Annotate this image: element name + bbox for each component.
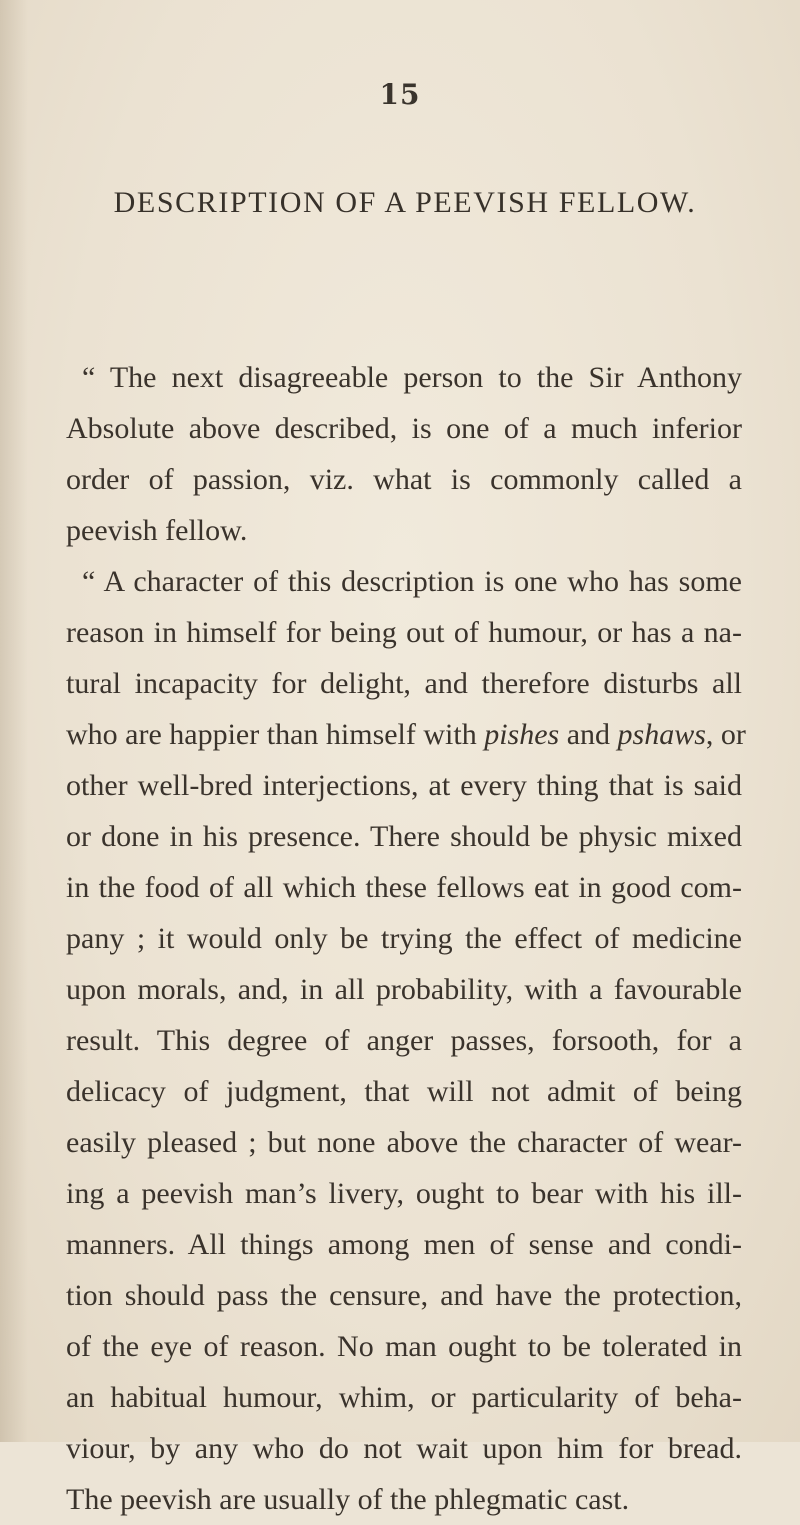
italic-word: pshaws	[617, 718, 706, 751]
text-line: upon morals, and, in all probability, with a favourable	[66, 973, 742, 1006]
page-number: 15	[379, 78, 421, 111]
text-line: of the eye of reason. No man ought to be tolerated in	[66, 1330, 742, 1363]
text-line: other well-bred interjections, at every thing that is said	[66, 769, 742, 802]
text-line: pany ; it would only be trying the effect of medicine	[66, 922, 742, 955]
text-line: who are happier than himself with pishes and pshaws, or	[66, 718, 746, 751]
text-line: or done in his presence. There should be physic mixed	[66, 820, 742, 853]
text-line: ing a peevish man’s livery, ought to bear with his ill-	[66, 1177, 742, 1210]
text-line: easily pleased ; but none above the character of wear-	[66, 1126, 742, 1159]
body-text	[66, 352, 746, 1525]
text-line: “ A character of this description is one who has some	[82, 565, 742, 598]
text-line: an habitual humour, whim, or particularity of beha-	[66, 1381, 742, 1414]
text-line: delicacy of judgment, that will not admit of being	[66, 1075, 742, 1108]
text-line: tion should pass the censure, and have the protection,	[66, 1279, 742, 1312]
text-line: viour, by any who do not wait upon him for bread.	[66, 1432, 742, 1465]
text-line: The peevish are usually of the phlegmatic cast.	[66, 1483, 630, 1516]
text-line: reason in himself for being out of humour, or has a na-	[66, 616, 742, 649]
text-line: peevish fellow.	[66, 514, 248, 547]
text-line: manners. All things among men of sense and condi-	[66, 1228, 742, 1261]
text-line: order of passion, viz. what is commonly called a	[66, 463, 742, 496]
text-line: in the food of all which these fellows eat in good com-	[66, 871, 742, 904]
chapter-title: DESCRIPTION OF A PEEVISH FELLOW.	[113, 186, 697, 219]
text-line: “ The next disagreeable person to the Sir Anthony	[82, 361, 742, 394]
text-line: Absolute above described, is one of a much inferior	[66, 412, 742, 445]
italic-word: pishes	[484, 718, 560, 751]
text-line: tural incapacity for delight, and therefore disturbs all	[66, 667, 742, 700]
text-line: result. This degree of anger passes, forsooth, for a	[66, 1024, 742, 1057]
